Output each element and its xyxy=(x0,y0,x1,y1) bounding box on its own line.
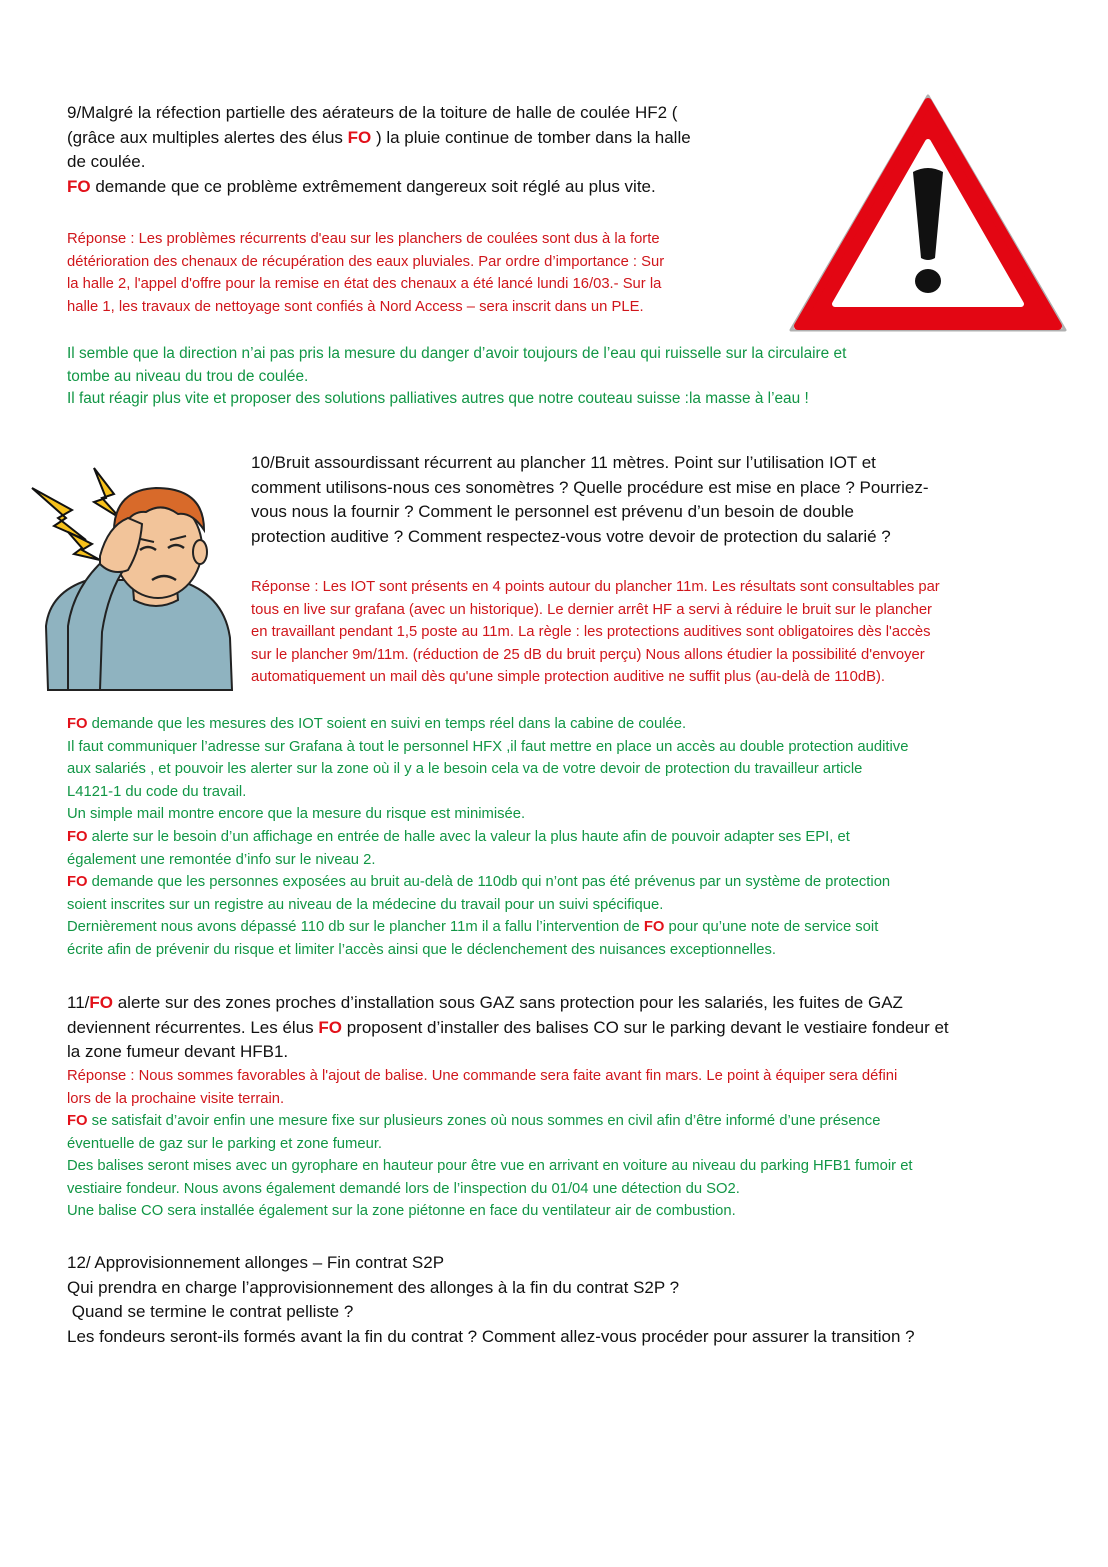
text-line: tous en live sur grafana (avec un historique). Le dernier arrêt HF a servi à réduire le bruit sur le plancher xyxy=(251,601,932,618)
text-line: Un simple mail montre encore que la mesure du risque est minimisée. xyxy=(67,806,526,823)
section-12-question xyxy=(67,1251,915,1349)
fo-tag: FO xyxy=(67,176,91,196)
section-9-question xyxy=(67,101,691,199)
text-line: FO demande que les mesures des IOT soient en suivi en temps réel dans la cabine de coulée. xyxy=(67,716,687,732)
text-line: Réponse : Les problèmes récurrents d'eau sur les planchers de coulées sont dus à la forte xyxy=(67,231,660,247)
text-line: aux salariés , et pouvoir les alerter sur la zone où il y a le besoin cela va de votre devoir de protection du travailleur article xyxy=(67,761,863,778)
text-line: 11/FO alerte sur des zones proches d’installation sous GAZ sans protection pour les salariés, les fuites de GAZ xyxy=(67,993,903,1012)
text-line: Il faut réagir plus vite et proposer des solutions palliatives autres que notre couteau suisse :la masse à l’eau ! xyxy=(67,390,809,408)
text-line: FO demande que ce problème extrêmement dangereux soit réglé au plus vite. xyxy=(67,176,656,196)
text-line: détérioration des chenaux de récupération des eaux pluviales. Par ordre d’importance : Sur xyxy=(67,253,665,270)
text-line: Il faut communiquer l’adresse sur Grafana à tout le personnel HFX ,il faut mettre en place un accès au double protection auditive xyxy=(67,738,909,755)
text-line: 10/Bruit assourdissant récurrent au plancher 11 mètres. Point sur l’utilisation IOT et xyxy=(251,453,876,472)
text-line: 12/ Approvisionnement allonges – Fin contrat S2P xyxy=(67,1253,445,1272)
text-line: tombe au niveau du trou de coulée. xyxy=(67,367,309,385)
text-line: de coulée. xyxy=(67,152,146,171)
section-10-response xyxy=(251,576,940,689)
text-line: (grâce aux multiples alertes des élus FO ) la pluie continue de tomber dans la halle xyxy=(67,127,691,147)
text-line: Il semble que la direction n’ai pas pris la mesure du danger d’avoir toujours de l’eau qui ruisselle sur la circulaire et xyxy=(67,345,847,362)
text-line: automatiquement un mail dès qu'une simple protection auditive ne suffit plus (au-delà de 110dB). xyxy=(251,669,885,686)
fo-tag: FO xyxy=(347,127,372,147)
text-line: également une remontée d’info sur le niveau 2. xyxy=(67,851,376,868)
fo-tag: FO xyxy=(67,828,88,845)
text-line: Les fondeurs seront-ils formés avant la fin du contrat ? Comment allez-vous procéder pour assurer la transition ? xyxy=(67,1326,915,1346)
text-line: Quand se termine le contrat pelliste ? xyxy=(67,1302,354,1321)
text-line: Réponse : Nous sommes favorables à l'ajout de balise. Une commande sera faite avant fin mars. Le point à équiper sera défini xyxy=(67,1068,898,1084)
text-line: la halle 2, l'appel d'offre pour la remise en état des chenaux a été lancé lundi 16/03.- Sur la xyxy=(67,276,662,293)
text-line: la zone fumeur devant HFB1. xyxy=(67,1042,289,1061)
text-line: Dernièrement nous avons dépassé 110 db sur le plancher 11m il a fallu l’intervention de FO pour qu’une note de service soit xyxy=(67,919,879,936)
section-11-question xyxy=(67,991,949,1065)
section-11-comment xyxy=(67,1110,913,1223)
text-line: 9/Malgré la réfection partielle des aérateurs de la toiture de halle de coulée HF2 ( xyxy=(67,103,678,122)
section-9-comment xyxy=(67,343,846,411)
section-11-response xyxy=(67,1065,897,1110)
fo-tag: FO xyxy=(318,1017,342,1037)
fo-tag: FO xyxy=(67,1113,88,1129)
text-line: vous nous la fournir ? Comment le personnel est prévenu d’un besoin de double xyxy=(251,502,854,521)
text-line: FO alerte sur le besoin d’un affichage en entrée de halle avec la valeur la plus haute afin de pouvoir adapter ses EPI, et xyxy=(67,828,850,845)
fo-tag: FO xyxy=(89,993,113,1012)
text-line: L4121-1 du code du travail. xyxy=(67,783,247,800)
fo-tag: FO xyxy=(67,716,88,732)
text-line: en travaillant pendant 1,5 poste au 11m. La règle : les protections auditives sont obligatoires dès l'accès xyxy=(251,624,931,641)
text-line: FO demande que les personnes exposées au bruit au-delà de 110db qui n’ont pas été prévenus par un système de protection xyxy=(67,874,891,891)
section-10-question xyxy=(251,451,929,549)
section-9-response xyxy=(67,228,664,318)
text-line: vestiaire fondeur. Nous avons également demandé lors de l’inspection du 01/04 une détection du SO2. xyxy=(67,1180,740,1197)
text-line: protection auditive ? Comment respectez-vous votre devoir de protection du salarié ? xyxy=(251,526,891,546)
warning-triangle-icon xyxy=(786,90,1070,340)
text-line: éventuelle de gaz sur le parking et zone fumeur. xyxy=(67,1135,383,1152)
fo-tag: FO xyxy=(67,874,88,891)
text-line: Des balises seront mises avec un gyrophare en hauteur pour être vue en arrivant en voiture au niveau du parking HFB1 fumoir et xyxy=(67,1158,913,1175)
headache-person-illustration xyxy=(28,466,234,692)
text-line: Réponse : Les IOT sont présents en 4 points autour du plancher 11m. Les résultats sont consultables par xyxy=(251,579,940,595)
text-line: deviennent récurrentes. Les élus FO proposent d’installer des balises CO sur le parking devant le vestiaire fondeur et xyxy=(67,1017,949,1037)
text-line: soient inscrites sur un registre au niveau de la médecine du travail pour un suivi spécifique. xyxy=(67,896,664,913)
text-line: écrite afin de prévenir du risque et limiter l’accès ainsi que le déclenchement des nuisances exceptionnelles. xyxy=(67,941,777,958)
text-line: sur le plancher 9m/11m. (réduction de 25 dB du bruit perçu) Nous allons étudier la possibilité d'envoyer xyxy=(251,646,925,663)
text-line: FO se satisfait d’avoir enfin une mesure fixe sur plusieurs zones où nous sommes en civil afin d’être informé d’une présence xyxy=(67,1113,881,1129)
text-line: lors de la prochaine visite terrain. xyxy=(67,1090,285,1107)
text-line: Une balise CO sera installée également sur la zone piétonne en face du ventilateur air de combustion. xyxy=(67,1203,736,1220)
text-line: comment utilisons-nous ces sonomètres ? Quelle procédure est mise en place ? Pourriez- xyxy=(251,477,929,497)
text-line: halle 1, les travaux de nettoyage sont confiés à Nord Access – sera inscrit dans un PLE. xyxy=(67,298,644,315)
text-line: Qui prendra en charge l’approvisionnement des allonges à la fin du contrat S2P ? xyxy=(67,1277,680,1297)
fo-tag: FO xyxy=(643,919,665,936)
section-10-comment xyxy=(67,713,908,962)
